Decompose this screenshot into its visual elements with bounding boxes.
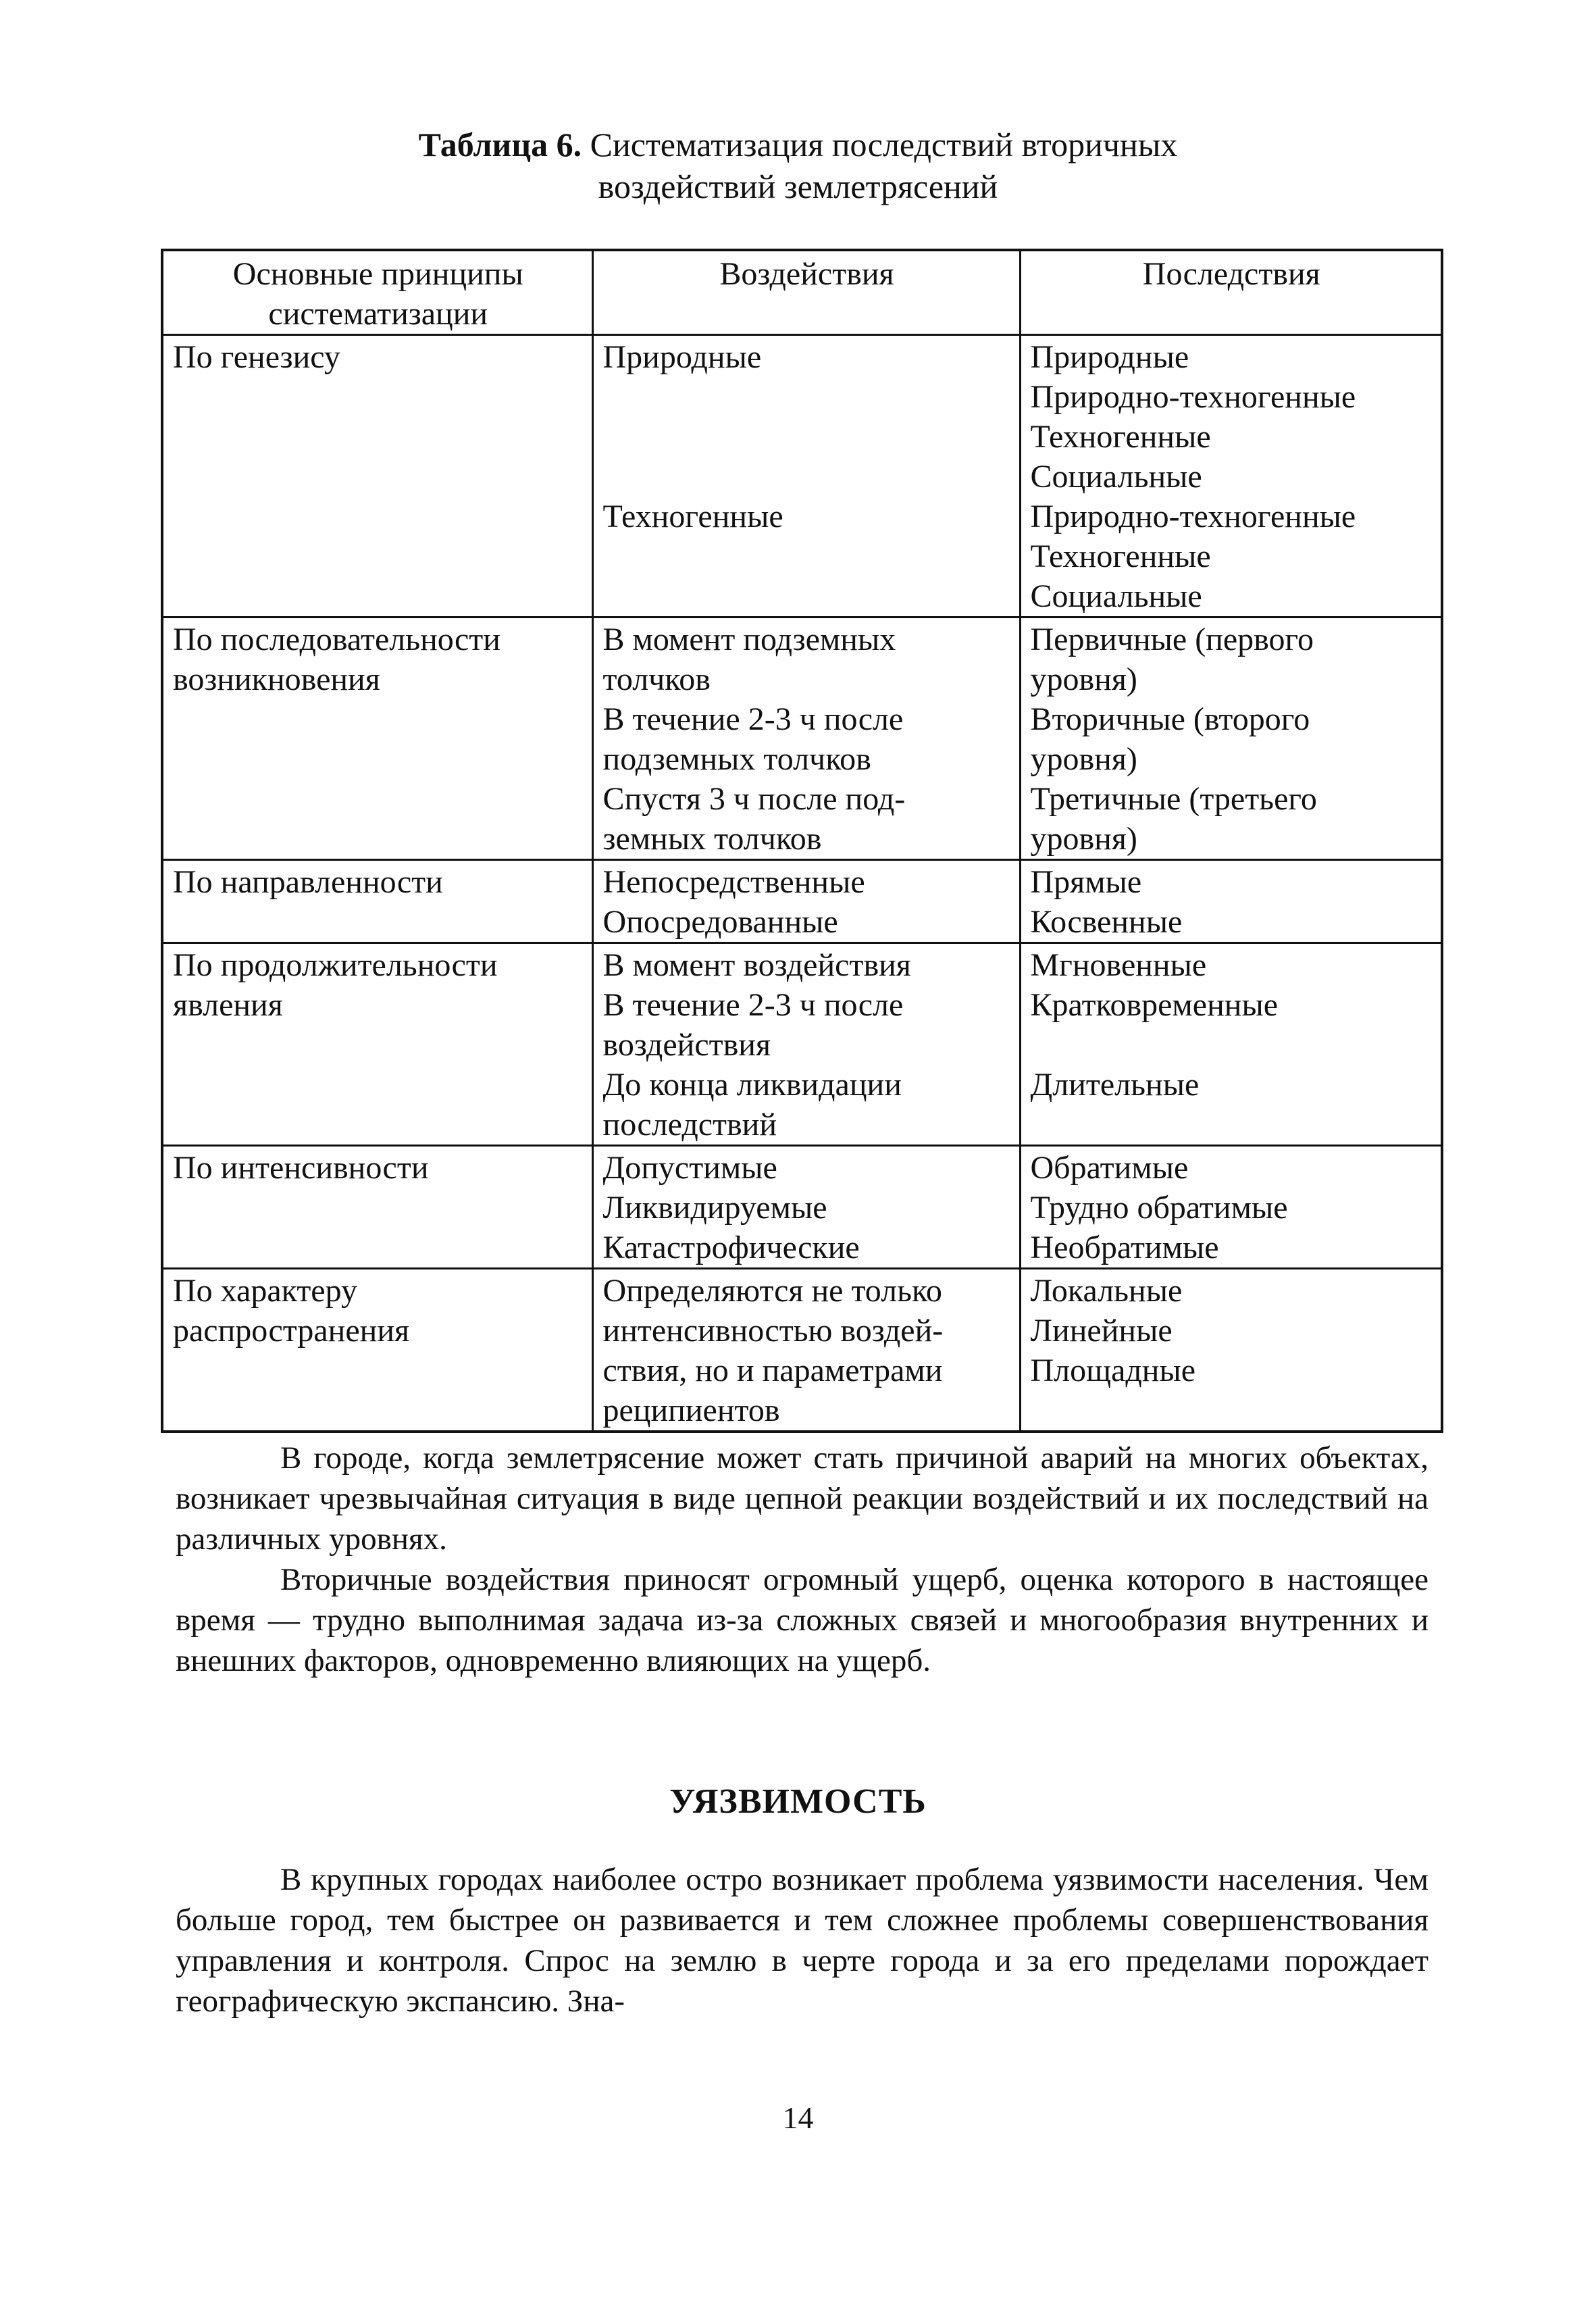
cell-principle (162, 1146, 592, 1269)
cell-line: По последовательности (173, 622, 500, 657)
table-row (162, 1269, 1442, 1432)
cell-impacts (592, 335, 1020, 618)
header-consequences: Последствия (1020, 250, 1442, 335)
cell-line: Спустя 3 ч после под- (602, 781, 906, 817)
cell-line: Первичные (первого (1030, 622, 1314, 657)
cell-line: Косвенные (1030, 904, 1183, 940)
table-row (162, 335, 1442, 618)
cell-line: интенсивностью воздей- (602, 1313, 944, 1349)
paragraph: Вторичные воздействия приносят огромный ущерб, оценка которого в настоящее время — трудно выполнимая задача из-за сложных связей и многообразия внутренних и внешних факторов, одновременно влияющих на ущерб. (176, 1562, 1428, 1678)
cell-line: реципиентов (602, 1392, 780, 1428)
cell-line: ствия, но и параметрами (602, 1353, 943, 1388)
paragraph: В городе, когда землетрясение может стать причиной аварий на многих объектах, возникает чрезвычайная ситуация в виде цепной реакции воздействий и их последствий на различных уровнях. (176, 1440, 1428, 1557)
cell-principle (162, 860, 592, 943)
table-row (162, 1146, 1442, 1269)
cell-line: В момент подземных (602, 622, 896, 657)
header-impacts: Воздействия (592, 250, 1020, 335)
paragraph: В крупных городах наиболее остро возникает проблема уязвимости населения. Чем больше город, тем быстрее он развивается и тем сложнее проблемы совершенствования управления и контроля. Спрос на землю в черте города и за его пределами порождает географическую экспансию. Зна- (176, 1862, 1428, 2019)
cell-impacts (592, 860, 1020, 943)
cell-line: последствий (602, 1107, 777, 1142)
text-block-bottom (176, 1859, 1428, 2021)
cell-line: Ликвидируемые (602, 1190, 827, 1226)
systematization-table (161, 249, 1443, 1433)
cell-consequences (1020, 1146, 1442, 1269)
blank-line (603, 457, 1011, 497)
cell-impacts (592, 1146, 1020, 1269)
cell-line: уровня) (1030, 661, 1137, 697)
cell-line: земных толчков (602, 821, 822, 857)
cell-line: Кратковременные (1030, 987, 1279, 1023)
cell-impacts (592, 1269, 1020, 1432)
table-header-row (162, 250, 1442, 335)
cell-line: По направленности (173, 864, 443, 900)
cell-line: явления (173, 987, 283, 1023)
cell-line: воздействия (602, 1027, 771, 1063)
page-number: 14 (782, 2101, 814, 2135)
cell-line: По характеру (173, 1273, 357, 1309)
cell-line: Линейные (1030, 1313, 1173, 1349)
cell-consequences (1020, 943, 1442, 1146)
cell-line: Длительные (1030, 1067, 1200, 1103)
cell-line: толчков (602, 661, 711, 697)
cell-line: Природные (602, 339, 762, 375)
table-caption-line-1 (0, 124, 1596, 166)
cell-line: распространения (173, 1313, 410, 1349)
header-principles (162, 250, 592, 335)
cell-line: Локальные (1030, 1273, 1183, 1309)
cell-line: Природно-техногенные (1030, 379, 1356, 415)
table-row (162, 618, 1442, 860)
cell-line: Вторичные (второго (1030, 701, 1310, 737)
blank-line (1031, 1025, 1433, 1065)
cell-line: Социальные (1030, 459, 1202, 495)
cell-line: В течение 2-3 ч после (602, 701, 904, 737)
cell-line: В момент воздействия (602, 947, 911, 983)
cell-line: Непосредственные (602, 864, 865, 900)
blank-line (603, 377, 1011, 417)
cell-consequences (1020, 618, 1442, 860)
table-caption (0, 124, 1596, 207)
cell-line: По продолжительности (173, 947, 498, 983)
cell-line: В течение 2-3 ч после (602, 987, 904, 1023)
header-principles-line: Основные принципы (232, 256, 523, 292)
cell-line: подземных толчков (602, 741, 871, 777)
table-caption-line-2: воздействий землетрясений (598, 168, 998, 205)
cell-line: возникновения (173, 661, 380, 697)
table-body (162, 335, 1442, 1432)
cell-consequences (1020, 860, 1442, 943)
cell-consequences (1020, 335, 1442, 618)
cell-line: Природные (1030, 339, 1189, 375)
cell-line: Допустимые (602, 1150, 777, 1186)
cell-line: Мгновенные (1030, 947, 1207, 983)
cell-line: Техногенные (602, 499, 783, 534)
cell-line: Техногенные (1030, 538, 1211, 574)
cell-impacts (592, 618, 1020, 860)
cell-line: Обратимые (1030, 1150, 1189, 1186)
header-principles-line: систематизации (268, 296, 488, 332)
cell-line: Техногенные (1030, 419, 1211, 455)
table-row (162, 943, 1442, 1146)
cell-principle (162, 1269, 592, 1432)
cell-line: уровня) (1030, 821, 1137, 857)
text-block-top (176, 1438, 1428, 1681)
cell-line: Определяются не только (602, 1273, 942, 1309)
cell-principle (162, 943, 592, 1146)
cell-line: Опосредованные (602, 904, 838, 940)
section-heading: УЯЗВИМОСТЬ (669, 1782, 927, 1821)
cell-line: Катастрофические (602, 1230, 860, 1265)
cell-impacts (592, 943, 1020, 1146)
cell-line: Прямые (1030, 864, 1142, 900)
cell-line: Природно-техногенные (1030, 499, 1356, 534)
cell-line: По интенсивности (173, 1150, 429, 1186)
table-caption-label: Таблица 6. (418, 126, 582, 164)
table-row (162, 860, 1442, 943)
cell-consequences (1020, 1269, 1442, 1432)
cell-line: Площадные (1030, 1353, 1196, 1388)
cell-principle (162, 335, 592, 618)
table-caption-title: Систематизация последствий вторичных (590, 126, 1178, 164)
cell-line: Необратимые (1030, 1230, 1219, 1265)
cell-line: Трудно обратимые (1030, 1190, 1288, 1226)
cell-line: уровня) (1030, 741, 1137, 777)
cell-line: Социальные (1030, 578, 1202, 614)
cell-line: По генезису (173, 339, 340, 375)
blank-line (603, 417, 1011, 457)
cell-line: Третичные (третьего (1030, 781, 1317, 817)
cell-line: До конца ликвидации (602, 1067, 902, 1103)
cell-principle (162, 618, 592, 860)
